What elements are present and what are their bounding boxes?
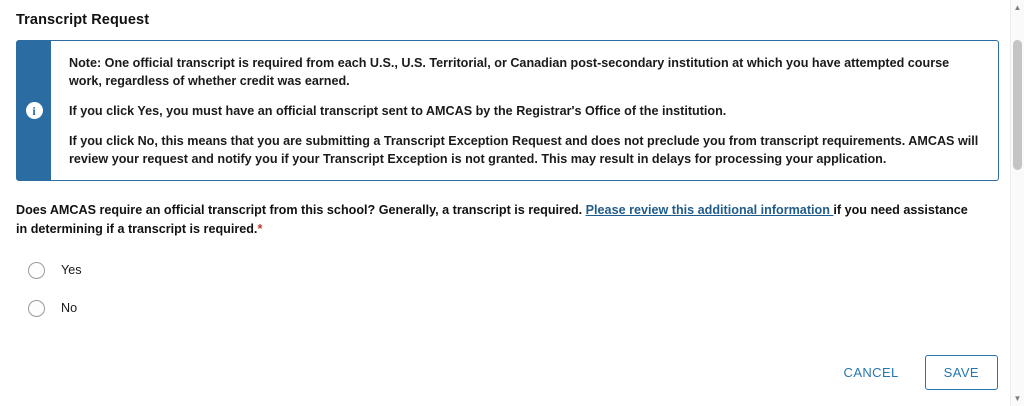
radio-circle-yes[interactable] (28, 262, 45, 279)
info-paragraph-yes: If you click Yes, you must have an official transcript sent to AMCAS by the Registrar's Office of the institution. (69, 103, 727, 118)
radio-option-yes[interactable] (16, 253, 1004, 287)
radio-circle-no[interactable] (28, 300, 45, 317)
info-callout-body (51, 41, 998, 180)
info-callout (16, 40, 999, 181)
transcript-required-radio-group (16, 253, 1004, 325)
required-asterisk: * (257, 222, 263, 237)
page-title: Transcript Request (16, 12, 150, 28)
radio-option-no[interactable] (16, 291, 1004, 325)
info-paragraph-no: If you click No, this means that you are submitting a Transcript Exception Request and does not preclude you from transcript requirements. AMCAS will review your request and notify you if your Transcript Exception is not granted. This may result in delays for processing your application. (69, 133, 979, 166)
scroll-up-arrow-icon[interactable]: ▲ (1013, 3, 1022, 12)
save-button[interactable]: SAVE (925, 355, 998, 390)
radio-label-yes: Yes (61, 263, 82, 278)
additional-information-link[interactable]: Please review this additional information (585, 203, 834, 218)
cancel-button[interactable]: CANCEL (836, 359, 907, 386)
scroll-down-arrow-icon[interactable]: ▼ (1013, 394, 1022, 403)
vertical-scrollbar[interactable] (1010, 0, 1024, 406)
question-text (16, 201, 976, 239)
info-icon: i (26, 102, 43, 119)
form-footer (836, 355, 998, 390)
question-text-part2: if you need assistance in determining if a transcript is required. (16, 203, 968, 237)
info-callout-accent-bar (17, 41, 51, 180)
scrollbar-thumb[interactable] (1013, 40, 1022, 170)
info-paragraph-note: Note: One official transcript is required from each U.S., U.S. Territorial, or Canadian post-secondary institution at which you have attempted course work, regardless of whether credit was earned. (69, 56, 950, 88)
question-text-part1: Does AMCAS require an official transcript from this school? Generally, a transcript is required. (16, 203, 586, 218)
radio-label-no: No (61, 301, 78, 316)
